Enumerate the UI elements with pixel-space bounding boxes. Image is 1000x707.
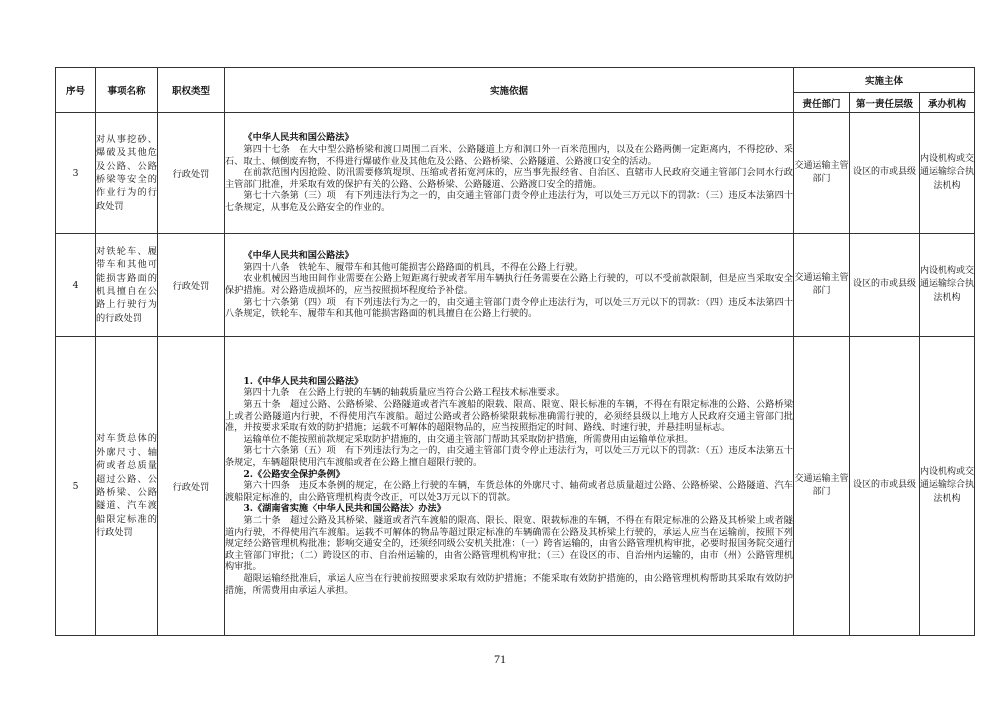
- row-seq: 3: [56, 113, 96, 234]
- header-seq: 序号: [56, 68, 96, 113]
- row-item-name: 对车货总体的外廓尺寸、轴荷或者总质量超过公路、公路桥梁、公路隧道、汽车渡船限定标准的行政处罚: [96, 337, 158, 636]
- row-seq: 5: [56, 337, 96, 636]
- row-seq: 4: [56, 234, 96, 337]
- row-responsible-dept: 交通运输主管部门: [794, 337, 850, 636]
- header-first-level: 第一责任层级: [850, 93, 920, 113]
- basis-paragraph: 第二十条 超过公路及其桥梁、隧道或者汽车渡船的限高、限长、限宽、限载标准的车辆，不得在有限定标准的公路及其桥梁上或者隧道内行驶，不得使用汽车渡船。运载不可解体的物品等超过限定标准的车辆确需在公路及其桥梁上行驶的，承运人应当在运输前，按照下列规定经公路管理机构批准；影响交通安全的，还须经同级公安机关批准：（一）跨省运输的，由省公路管理机构审批，必要时报国务院交通行政主管部门审批；（二）跨设区的市、自治州运输的，由省公路管理机构审批；（三）在设区的市、自治州内运输的，由市（州）公路管理机构审批。: [225, 514, 793, 573]
- row-power-type: 行政处罚: [158, 337, 225, 636]
- table-row: [56, 113, 975, 234]
- row-power-type: 行政处罚: [158, 113, 225, 234]
- row-handling-org: 内设机构或交通运输综合执法机构: [920, 337, 975, 636]
- row-item-name: 对铁轮车、履带车和其他可能损害路面的机具擅自在公路上行驶行为的行政处罚: [96, 234, 158, 337]
- basis-paragraph: 第七十六条第（五）项 有下列违法行为之一的，由交通主管部门责令停止违法行为，可以处三万元以下的罚款：（五）违反本法第五十条规定，车辆超限使用汽车渡船或者在公路上擅自超限行驶的。: [225, 445, 793, 469]
- basis-paragraph: 第五十条 超过公路、公路桥梁、公路隧道或者汽车渡船的限载、限高、限宽、限长标准的车辆，不得在有限定标准的公路、公路桥梁上或者公路隧道内行驶，不得使用汽车渡船。超过公路或者公路桥梁限载标准确需行驶的，必须经县级以上地方人民政府交通主管部门批准，并按要求采取有效的防护措施；运载不可解体的超限物品的，应当按照指定的时间、路线、时速行驶，并悬挂明显标志。: [225, 399, 793, 434]
- row-responsible-dept: 交通运输主管部门: [794, 113, 850, 234]
- basis-paragraph: 第四十九条 在公路上行驶的车辆的轴载质量应当符合公路工程技术标准要求。: [243, 387, 565, 399]
- page-number: 71: [494, 652, 506, 666]
- basis-paragraph: 第四十七条 在大中型公路桥梁和渡口周围二百米、公路隧道上方和洞口外一百米范围内，以及在公路两侧一定距离内，不得挖砂、采石、取土、倾倒废弃物，不得进行爆破作业及其他危及公路、公路桥梁、公路隧道、公路渡口安全的活动。: [225, 144, 793, 167]
- row-item-name: 对从事挖砂、爆破及其他危及公路、公路桥梁等安全的作业行为的行政处罚: [96, 113, 158, 234]
- basis-paragraph: 第四十八条 铁轮车、履带车和其他可能损害公路路面的机具，不得在公路上行驶。: [243, 261, 584, 273]
- row-basis: [225, 234, 794, 337]
- basis-law-title: 3.《湖南省实施〈中华人民共和国公路法〉办法》: [243, 503, 446, 515]
- row-first-level: 设区的市或县级: [850, 337, 920, 636]
- basis-law-title: 《中华人民共和国公路法》: [243, 250, 354, 262]
- basis-law-title: 1.《中华人民共和国公路法》: [243, 375, 364, 387]
- basis-paragraph: 超限运输经批准后，承运人应当在行驶前按照要求采取有效防护措施；不能采取有效防护措施的，由公路管理机构帮助其采取有效防护措施，所需费用由承运人承担。: [225, 572, 793, 596]
- header-power-type: 职权类型: [158, 68, 225, 113]
- table-row: [56, 234, 975, 337]
- header-subject: 实施主体: [794, 68, 975, 93]
- basis-paragraph: 在前款范围内因抢险、防汛需要修筑堤坝、压缩或者拓宽河床的，应当事先报经省、自治区、直辖市人民政府交通主管部门会同水行政主管部门批准，并采取有效的保护有关的公路、公路桥梁、公路隧道、公路渡口安全的措施。: [225, 167, 793, 190]
- row-first-level: 设区的市或县级: [850, 234, 920, 337]
- row-power-type: 行政处罚: [158, 234, 225, 337]
- row-responsible-dept: 交通运输主管部门: [794, 234, 850, 337]
- basis-paragraph: 农业机械因当地田间作业需要在公路上短距离行驶或者军用车辆执行任务需要在公路上行驶的，可以不受前款限制，但是应当采取安全保护措施。对公路造成损坏的，应当按照损坏程度给予补偿。: [225, 273, 793, 296]
- basis-law-title: 2.《公路安全保护条例》: [243, 468, 345, 480]
- header-item-name: 事项名称: [96, 68, 158, 113]
- header-basis: 实施依据: [225, 68, 794, 113]
- header-handling-org: 承办机构: [920, 93, 975, 113]
- power-list-table: [55, 67, 975, 636]
- row-handling-org: 内设机构或交通运输综合执法机构: [920, 113, 975, 234]
- basis-paragraph: 第七十六条第（四）项 有下列违法行为之一的，由交通主管部门责令停止违法行为，可以处三万元以下的罚款：（四）违反本法第四十八条规定，铁轮车、履带车和其他可能损害路面的机具擅自在公路上行驶的。: [225, 296, 793, 320]
- row-basis: [225, 113, 794, 234]
- row-handling-org: 内设机构或交通运输综合执法机构: [920, 234, 975, 337]
- basis-law-title: 《中华人民共和国公路法》: [243, 132, 354, 144]
- basis-paragraph: 第七十六条第（三）项 有下列违法行为之一的，由交通主管部门责令停止违法行为，可以处三万元以下的罚款：（三）违反本法第四十七条规定，从事危及公路安全的作业的。: [225, 190, 793, 213]
- header-responsible-dept: 责任部门: [794, 93, 850, 113]
- table-row: [56, 337, 975, 636]
- basis-paragraph: 第六十四条 违反本条例的规定，在公路上行驶的车辆，车货总体的外廓尺寸、轴荷或者总质量超过公路、公路桥梁、公路隧道、汽车渡船限定标准的，由公路管理机构责令改正，可以处3万元以下的罚款。: [225, 480, 793, 503]
- row-first-level: 设区的市或县级: [850, 113, 920, 234]
- basis-paragraph: 运输单位不能按照前款规定采取防护措施的，由交通主管部门帮助其采取防护措施，所需费用由运输单位承担。: [243, 433, 694, 445]
- row-basis: [225, 337, 794, 636]
